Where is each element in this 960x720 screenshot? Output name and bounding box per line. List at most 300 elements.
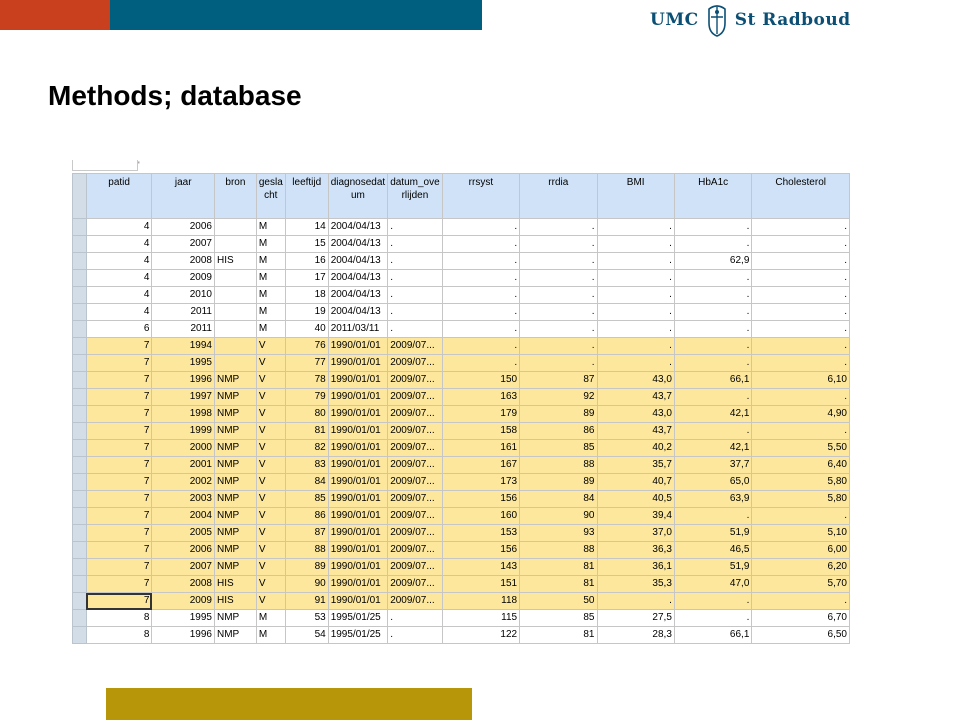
cell-bmi[interactable]: . <box>597 593 674 610</box>
cell-bron[interactable]: NMP <box>214 559 256 576</box>
cell-hba1c[interactable]: 51,9 <box>674 525 752 542</box>
cell-jaar[interactable]: 1999 <box>152 423 215 440</box>
cell-rrsyst[interactable]: . <box>442 236 519 253</box>
cell-jaar[interactable]: 2004 <box>152 508 215 525</box>
cell-cholesterol[interactable]: . <box>752 355 850 372</box>
cell-datum_overlijden[interactable]: 2009/07... <box>388 474 442 491</box>
cell-hba1c[interactable]: . <box>674 270 752 287</box>
cell-cholesterol[interactable]: 5,80 <box>752 474 850 491</box>
row-header[interactable] <box>73 542 87 559</box>
cell-diagnosedatum[interactable]: 1990/01/01 <box>328 491 388 508</box>
cell-datum_overlijden[interactable]: 2009/07... <box>388 593 442 610</box>
cell-hba1c[interactable]: . <box>674 389 752 406</box>
cell-leeftijd[interactable]: 85 <box>285 491 328 508</box>
row-header[interactable] <box>73 457 87 474</box>
cell-leeftijd[interactable]: 84 <box>285 474 328 491</box>
cell-rrsyst[interactable]: . <box>442 321 519 338</box>
cell-bmi[interactable]: 43,0 <box>597 372 674 389</box>
cell-cholesterol[interactable]: 5,50 <box>752 440 850 457</box>
cell-patid[interactable]: 7 <box>86 525 152 542</box>
cell-hba1c[interactable]: 66,1 <box>674 627 752 644</box>
row-header[interactable] <box>73 525 87 542</box>
cell-rrdia[interactable]: . <box>520 236 597 253</box>
cell-bmi[interactable]: . <box>597 355 674 372</box>
cell-bmi[interactable]: 35,3 <box>597 576 674 593</box>
cell-patid[interactable]: 7 <box>86 593 152 610</box>
cell-geslacht[interactable]: V <box>256 389 285 406</box>
cell-datum_overlijden[interactable]: 2009/07... <box>388 525 442 542</box>
cell-diagnosedatum[interactable]: 1990/01/01 <box>328 559 388 576</box>
cell-diagnosedatum[interactable]: 1990/01/01 <box>328 406 388 423</box>
cell-rrsyst[interactable]: . <box>442 304 519 321</box>
cell-rrdia[interactable]: 50 <box>520 593 597 610</box>
cell-bmi[interactable]: . <box>597 338 674 355</box>
cell-cholesterol[interactable]: 6,00 <box>752 542 850 559</box>
cell-leeftijd[interactable]: 40 <box>285 321 328 338</box>
column-header-rrsyst[interactable]: rrsyst <box>442 174 519 219</box>
cell-diagnosedatum[interactable]: 1995/01/25 <box>328 627 388 644</box>
cell-rrdia[interactable]: 85 <box>520 610 597 627</box>
cell-datum_overlijden[interactable]: . <box>388 610 442 627</box>
cell-geslacht[interactable]: M <box>256 321 285 338</box>
cell-bmi[interactable]: 40,2 <box>597 440 674 457</box>
row-header[interactable] <box>73 610 87 627</box>
cell-datum_overlijden[interactable]: 2009/07... <box>388 542 442 559</box>
cell-rrdia[interactable]: 87 <box>520 372 597 389</box>
cell-jaar[interactable]: 1995 <box>152 355 215 372</box>
row-header[interactable] <box>73 559 87 576</box>
cell-jaar[interactable]: 2010 <box>152 287 215 304</box>
cell-bmi[interactable]: 39,4 <box>597 508 674 525</box>
cell-cholesterol[interactable]: 5,80 <box>752 491 850 508</box>
cell-datum_overlijden[interactable]: . <box>388 219 442 236</box>
cell-hba1c[interactable]: . <box>674 321 752 338</box>
cell-cholesterol[interactable]: 6,20 <box>752 559 850 576</box>
cell-cholesterol[interactable]: . <box>752 236 850 253</box>
cell-cholesterol[interactable]: . <box>752 389 850 406</box>
cell-cholesterol[interactable]: . <box>752 593 850 610</box>
cell-diagnosedatum[interactable]: 1990/01/01 <box>328 423 388 440</box>
cell-leeftijd[interactable]: 77 <box>285 355 328 372</box>
cell-geslacht[interactable]: M <box>256 236 285 253</box>
cell-diagnosedatum[interactable]: 2004/04/13 <box>328 236 388 253</box>
cell-rrsyst[interactable]: 143 <box>442 559 519 576</box>
cell-bmi[interactable]: 43,0 <box>597 406 674 423</box>
cell-leeftijd[interactable]: 87 <box>285 525 328 542</box>
cell-leeftijd[interactable]: 15 <box>285 236 328 253</box>
cell-bron[interactable]: NMP <box>214 457 256 474</box>
cell-bmi[interactable]: 40,7 <box>597 474 674 491</box>
cell-patid[interactable]: 4 <box>86 236 152 253</box>
cell-leeftijd[interactable]: 80 <box>285 406 328 423</box>
row-header[interactable] <box>73 491 87 508</box>
cell-bron[interactable] <box>214 304 256 321</box>
cell-diagnosedatum[interactable]: 1990/01/01 <box>328 593 388 610</box>
column-header-geslacht[interactable]: gesla cht <box>256 174 285 219</box>
cell-bron[interactable]: NMP <box>214 610 256 627</box>
cell-diagnosedatum[interactable]: 1990/01/01 <box>328 338 388 355</box>
cell-geslacht[interactable]: V <box>256 474 285 491</box>
cell-rrsyst[interactable]: 118 <box>442 593 519 610</box>
column-header-jaar[interactable]: jaar <box>152 174 215 219</box>
cell-diagnosedatum[interactable]: 2004/04/13 <box>328 270 388 287</box>
row-header[interactable] <box>73 236 87 253</box>
cell-cholesterol[interactable]: . <box>752 253 850 270</box>
cell-patid[interactable]: 4 <box>86 253 152 270</box>
cell-bron[interactable] <box>214 321 256 338</box>
cell-jaar[interactable]: 2011 <box>152 321 215 338</box>
cell-cholesterol[interactable]: . <box>752 287 850 304</box>
column-header-diagnosedatum[interactable]: diagnosedat um <box>328 174 388 219</box>
row-header[interactable] <box>73 440 87 457</box>
cell-leeftijd[interactable]: 86 <box>285 508 328 525</box>
cell-rrsyst[interactable]: 173 <box>442 474 519 491</box>
cell-geslacht[interactable]: V <box>256 542 285 559</box>
cell-bmi[interactable]: 43,7 <box>597 423 674 440</box>
cell-leeftijd[interactable]: 14 <box>285 219 328 236</box>
cell-geslacht[interactable]: M <box>256 219 285 236</box>
cell-diagnosedatum[interactable]: 1990/01/01 <box>328 372 388 389</box>
cell-rrsyst[interactable]: . <box>442 338 519 355</box>
cell-leeftijd[interactable]: 78 <box>285 372 328 389</box>
cell-bmi[interactable]: 35,7 <box>597 457 674 474</box>
cell-rrdia[interactable]: 86 <box>520 423 597 440</box>
cell-geslacht[interactable]: V <box>256 338 285 355</box>
cell-bmi[interactable]: . <box>597 321 674 338</box>
cell-leeftijd[interactable]: 17 <box>285 270 328 287</box>
cell-hba1c[interactable]: 42,1 <box>674 440 752 457</box>
cell-bmi[interactable]: . <box>597 236 674 253</box>
cell-jaar[interactable]: 2003 <box>152 491 215 508</box>
cell-datum_overlijden[interactable]: 2009/07... <box>388 559 442 576</box>
cell-cholesterol[interactable]: 6,10 <box>752 372 850 389</box>
cell-bmi[interactable]: 27,5 <box>597 610 674 627</box>
row-header[interactable] <box>73 287 87 304</box>
column-header-cholesterol[interactable]: Cholesterol <box>752 174 850 219</box>
row-header[interactable] <box>73 372 87 389</box>
cell-jaar[interactable]: 2011 <box>152 304 215 321</box>
cell-hba1c[interactable]: . <box>674 219 752 236</box>
cell-cholesterol[interactable]: . <box>752 321 850 338</box>
cell-patid[interactable]: 8 <box>86 627 152 644</box>
cell-jaar[interactable]: 2007 <box>152 236 215 253</box>
cell-bron[interactable]: NMP <box>214 406 256 423</box>
cell-rrsyst[interactable]: 163 <box>442 389 519 406</box>
cell-hba1c[interactable]: . <box>674 236 752 253</box>
cell-rrdia[interactable]: 93 <box>520 525 597 542</box>
cell-jaar[interactable]: 1996 <box>152 372 215 389</box>
cell-bmi[interactable]: 37,0 <box>597 525 674 542</box>
cell-bmi[interactable]: . <box>597 287 674 304</box>
row-header[interactable] <box>73 270 87 287</box>
cell-datum_overlijden[interactable]: 2009/07... <box>388 406 442 423</box>
cell-leeftijd[interactable]: 83 <box>285 457 328 474</box>
cell-geslacht[interactable]: M <box>256 610 285 627</box>
cell-rrdia[interactable]: 92 <box>520 389 597 406</box>
cell-geslacht[interactable]: V <box>256 406 285 423</box>
cell-patid[interactable]: 7 <box>86 542 152 559</box>
cell-jaar[interactable]: 1996 <box>152 627 215 644</box>
cell-bmi[interactable]: . <box>597 304 674 321</box>
cell-rrdia[interactable]: . <box>520 287 597 304</box>
cell-cholesterol[interactable]: 5,70 <box>752 576 850 593</box>
row-header[interactable] <box>73 253 87 270</box>
cell-cholesterol[interactable]: . <box>752 219 850 236</box>
cell-diagnosedatum[interactable]: 1990/01/01 <box>328 508 388 525</box>
cell-rrdia[interactable]: . <box>520 355 597 372</box>
cell-patid[interactable]: 8 <box>86 610 152 627</box>
cell-rrdia[interactable]: 89 <box>520 474 597 491</box>
cell-rrsyst[interactable]: 151 <box>442 576 519 593</box>
cell-patid[interactable]: 4 <box>86 270 152 287</box>
cell-patid[interactable]: 7 <box>86 406 152 423</box>
cell-hba1c[interactable]: . <box>674 338 752 355</box>
cell-diagnosedatum[interactable]: 1990/01/01 <box>328 576 388 593</box>
cell-patid[interactable]: 7 <box>86 576 152 593</box>
cell-patid[interactable]: 7 <box>86 372 152 389</box>
cell-rrsyst[interactable]: 161 <box>442 440 519 457</box>
cell-patid[interactable]: 4 <box>86 287 152 304</box>
cell-rrsyst[interactable]: . <box>442 270 519 287</box>
cell-cholesterol[interactable]: 6,50 <box>752 627 850 644</box>
cell-rrsyst[interactable]: 122 <box>442 627 519 644</box>
cell-patid[interactable]: 6 <box>86 321 152 338</box>
cell-datum_overlijden[interactable]: 2009/07... <box>388 576 442 593</box>
cell-rrdia[interactable]: 88 <box>520 457 597 474</box>
cell-rrsyst[interactable]: . <box>442 253 519 270</box>
cell-cholesterol[interactable]: . <box>752 270 850 287</box>
cell-editor-input[interactable] <box>72 160 138 171</box>
cell-cholesterol[interactable]: 6,70 <box>752 610 850 627</box>
cell-leeftijd[interactable]: 82 <box>285 440 328 457</box>
row-header[interactable] <box>73 304 87 321</box>
cell-diagnosedatum[interactable]: 1990/01/01 <box>328 389 388 406</box>
cell-rrdia[interactable]: 81 <box>520 576 597 593</box>
cell-bron[interactable]: NMP <box>214 542 256 559</box>
cell-patid[interactable]: 7 <box>86 559 152 576</box>
column-header-patid[interactable]: patid <box>86 174 152 219</box>
cell-rrsyst[interactable]: 160 <box>442 508 519 525</box>
cell-rrdia[interactable]: . <box>520 321 597 338</box>
cell-rrsyst[interactable]: 115 <box>442 610 519 627</box>
cell-bmi[interactable]: 28,3 <box>597 627 674 644</box>
cell-jaar[interactable]: 2009 <box>152 593 215 610</box>
column-header-bron[interactable]: bron <box>214 174 256 219</box>
cell-hba1c[interactable]: 65,0 <box>674 474 752 491</box>
cell-leeftijd[interactable]: 54 <box>285 627 328 644</box>
cell-diagnosedatum[interactable]: 1995/01/25 <box>328 610 388 627</box>
cell-geslacht[interactable]: V <box>256 559 285 576</box>
cell-bron[interactable] <box>214 236 256 253</box>
cell-bron[interactable]: NMP <box>214 389 256 406</box>
cell-geslacht[interactable]: V <box>256 355 285 372</box>
cell-leeftijd[interactable]: 81 <box>285 423 328 440</box>
cell-datum_overlijden[interactable]: . <box>388 321 442 338</box>
cell-jaar[interactable]: 2005 <box>152 525 215 542</box>
cell-bmi[interactable]: 40,5 <box>597 491 674 508</box>
cell-patid[interactable]: 7 <box>86 457 152 474</box>
cell-hba1c[interactable]: . <box>674 423 752 440</box>
cell-rrdia[interactable]: 81 <box>520 559 597 576</box>
cell-diagnosedatum[interactable]: 2004/04/13 <box>328 287 388 304</box>
cell-bmi[interactable]: . <box>597 253 674 270</box>
cell-hba1c[interactable]: 47,0 <box>674 576 752 593</box>
cell-jaar[interactable]: 2008 <box>152 253 215 270</box>
cell-rrsyst[interactable]: 158 <box>442 423 519 440</box>
cell-jaar[interactable]: 1998 <box>152 406 215 423</box>
cell-leeftijd[interactable]: 91 <box>285 593 328 610</box>
cell-geslacht[interactable]: V <box>256 372 285 389</box>
cell-leeftijd[interactable]: 76 <box>285 338 328 355</box>
column-header-leeftijd[interactable]: leeftijd <box>285 174 328 219</box>
cell-bron[interactable]: NMP <box>214 440 256 457</box>
cell-hba1c[interactable]: . <box>674 593 752 610</box>
cell-jaar[interactable]: 2006 <box>152 219 215 236</box>
cell-rrdia[interactable]: 88 <box>520 542 597 559</box>
cell-bron[interactable]: NMP <box>214 372 256 389</box>
column-header-rrdia[interactable]: rrdia <box>520 174 597 219</box>
cell-rrdia[interactable]: 89 <box>520 406 597 423</box>
cell-rrdia[interactable]: 81 <box>520 627 597 644</box>
cell-datum_overlijden[interactable]: . <box>388 253 442 270</box>
cell-leeftijd[interactable]: 16 <box>285 253 328 270</box>
cell-hba1c[interactable]: 66,1 <box>674 372 752 389</box>
row-header[interactable] <box>73 474 87 491</box>
row-header[interactable] <box>73 508 87 525</box>
cell-cholesterol[interactable]: 4,90 <box>752 406 850 423</box>
cell-datum_overlijden[interactable]: 2009/07... <box>388 338 442 355</box>
cell-hba1c[interactable]: 51,9 <box>674 559 752 576</box>
row-header[interactable] <box>73 406 87 423</box>
cell-bron[interactable] <box>214 355 256 372</box>
cell-hba1c[interactable]: 63,9 <box>674 491 752 508</box>
cell-leeftijd[interactable]: 90 <box>285 576 328 593</box>
cell-geslacht[interactable]: V <box>256 423 285 440</box>
cell-hba1c[interactable]: 42,1 <box>674 406 752 423</box>
cell-patid[interactable]: 7 <box>86 474 152 491</box>
cell-jaar[interactable]: 2000 <box>152 440 215 457</box>
cell-datum_overlijden[interactable]: 2009/07... <box>388 457 442 474</box>
column-header-hba1c[interactable]: HbA1c <box>674 174 752 219</box>
cell-leeftijd[interactable]: 19 <box>285 304 328 321</box>
cell-rrdia[interactable]: . <box>520 338 597 355</box>
cell-rrsyst[interactable]: 156 <box>442 491 519 508</box>
cell-cholesterol[interactable]: 6,40 <box>752 457 850 474</box>
cell-bron[interactable]: NMP <box>214 508 256 525</box>
cell-leeftijd[interactable]: 88 <box>285 542 328 559</box>
cell-rrsyst[interactable]: . <box>442 287 519 304</box>
cell-patid[interactable]: 7 <box>86 423 152 440</box>
cell-geslacht[interactable]: M <box>256 304 285 321</box>
cell-bron[interactable]: HIS <box>214 576 256 593</box>
cell-patid[interactable]: 7 <box>86 338 152 355</box>
cell-bron[interactable] <box>214 270 256 287</box>
cell-jaar[interactable]: 2009 <box>152 270 215 287</box>
cell-leeftijd[interactable]: 53 <box>285 610 328 627</box>
cell-hba1c[interactable]: . <box>674 287 752 304</box>
cell-hba1c[interactable]: 37,7 <box>674 457 752 474</box>
cell-diagnosedatum[interactable]: 2004/04/13 <box>328 253 388 270</box>
cell-bmi[interactable]: 36,1 <box>597 559 674 576</box>
cell-bron[interactable]: NMP <box>214 491 256 508</box>
cell-leeftijd[interactable]: 79 <box>285 389 328 406</box>
cell-hba1c[interactable]: . <box>674 610 752 627</box>
cell-hba1c[interactable]: 46,5 <box>674 542 752 559</box>
cell-bmi[interactable]: . <box>597 219 674 236</box>
cell-rrdia[interactable]: . <box>520 219 597 236</box>
row-header[interactable] <box>73 338 87 355</box>
cell-diagnosedatum[interactable]: 1990/01/01 <box>328 525 388 542</box>
cell-jaar[interactable]: 2007 <box>152 559 215 576</box>
cell-jaar[interactable]: 2002 <box>152 474 215 491</box>
cell-datum_overlijden[interactable]: 2009/07... <box>388 508 442 525</box>
cell-rrsyst[interactable]: . <box>442 355 519 372</box>
cell-rrdia[interactable]: 85 <box>520 440 597 457</box>
row-header[interactable] <box>73 627 87 644</box>
cell-rrdia[interactable]: . <box>520 270 597 287</box>
cell-hba1c[interactable]: . <box>674 304 752 321</box>
cell-jaar[interactable]: 1994 <box>152 338 215 355</box>
cell-rrdia[interactable]: 90 <box>520 508 597 525</box>
cell-patid[interactable]: 7 <box>86 355 152 372</box>
cell-bron[interactable]: NMP <box>214 627 256 644</box>
cell-datum_overlijden[interactable]: . <box>388 287 442 304</box>
cell-leeftijd[interactable]: 18 <box>285 287 328 304</box>
cell-bmi[interactable]: 36,3 <box>597 542 674 559</box>
cell-patid[interactable]: 4 <box>86 219 152 236</box>
cell-bron[interactable]: NMP <box>214 423 256 440</box>
spss-data-grid[interactable] <box>72 160 850 647</box>
cell-datum_overlijden[interactable]: . <box>388 236 442 253</box>
cell-rrsyst[interactable]: 156 <box>442 542 519 559</box>
cell-patid[interactable]: 7 <box>86 440 152 457</box>
cell-leeftijd[interactable]: 89 <box>285 559 328 576</box>
cell-diagnosedatum[interactable]: 2004/04/13 <box>328 219 388 236</box>
row-header-corner[interactable] <box>73 174 87 219</box>
cell-bron[interactable] <box>214 338 256 355</box>
cell-rrsyst[interactable]: 150 <box>442 372 519 389</box>
cell-geslacht[interactable]: M <box>256 627 285 644</box>
cell-rrsyst[interactable]: . <box>442 219 519 236</box>
cell-geslacht[interactable]: V <box>256 491 285 508</box>
cell-rrsyst[interactable]: 153 <box>442 525 519 542</box>
cell-datum_overlijden[interactable]: . <box>388 270 442 287</box>
cell-rrsyst[interactable]: 179 <box>442 406 519 423</box>
cell-bron[interactable] <box>214 219 256 236</box>
row-header[interactable] <box>73 219 87 236</box>
cell-datum_overlijden[interactable]: . <box>388 627 442 644</box>
cell-jaar[interactable]: 2008 <box>152 576 215 593</box>
cell-geslacht[interactable]: M <box>256 287 285 304</box>
cell-jaar[interactable]: 2006 <box>152 542 215 559</box>
cell-patid[interactable]: 7 <box>86 491 152 508</box>
cell-diagnosedatum[interactable]: 2011/03/11 <box>328 321 388 338</box>
cell-patid[interactable]: 7 <box>86 389 152 406</box>
cell-patid[interactable]: 7 <box>86 508 152 525</box>
cell-cholesterol[interactable]: . <box>752 508 850 525</box>
cell-diagnosedatum[interactable]: 1990/01/01 <box>328 542 388 559</box>
row-header[interactable] <box>73 355 87 372</box>
cell-jaar[interactable]: 1997 <box>152 389 215 406</box>
cell-cholesterol[interactable]: . <box>752 304 850 321</box>
row-header[interactable] <box>73 576 87 593</box>
cell-geslacht[interactable]: V <box>256 508 285 525</box>
cell-bron[interactable]: NMP <box>214 525 256 542</box>
cell-bron[interactable] <box>214 287 256 304</box>
cell-geslacht[interactable]: M <box>256 270 285 287</box>
column-header-bmi[interactable]: BMI <box>597 174 674 219</box>
cell-jaar[interactable]: 1995 <box>152 610 215 627</box>
